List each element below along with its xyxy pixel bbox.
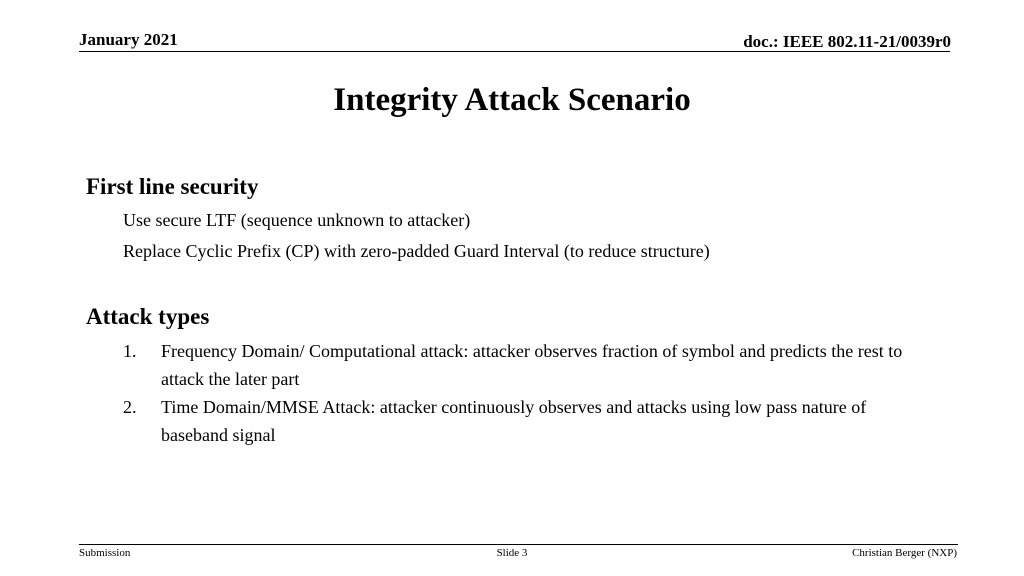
item-text: Time Domain/MMSE Attack: attacker continuously observes and attacks using low pass nature of baseband signal [161, 397, 867, 445]
list-item: Use secure LTF (sequence unknown to attacker) [123, 210, 471, 230]
section-heading-first-line-security: First line security [86, 174, 259, 199]
item-text: Frequency Domain/ Computational attack: attacker observes fraction of symbol and predicts the rest to attack the later part [161, 341, 903, 389]
header-date: January 2021 [79, 30, 178, 49]
list-item: Replace Cyclic Prefix (CP) with zero-padded Guard Interval (to reduce structure) [123, 241, 710, 261]
item-number: 2. [123, 397, 137, 417]
section-heading-attack-types: Attack types [86, 304, 210, 329]
footer-divider [79, 544, 958, 545]
footer-submission: Submission [79, 547, 131, 559]
footer-author: Christian Berger (NXP) [852, 547, 957, 559]
slide-title: Integrity Attack Scenario [333, 82, 691, 118]
header-divider [79, 51, 950, 52]
item-number: 1. [123, 341, 137, 361]
footer-slide-number: Slide 3 [496, 547, 528, 559]
header-doc-id: doc.: IEEE 802.11-21/0039r0 [743, 32, 951, 51]
